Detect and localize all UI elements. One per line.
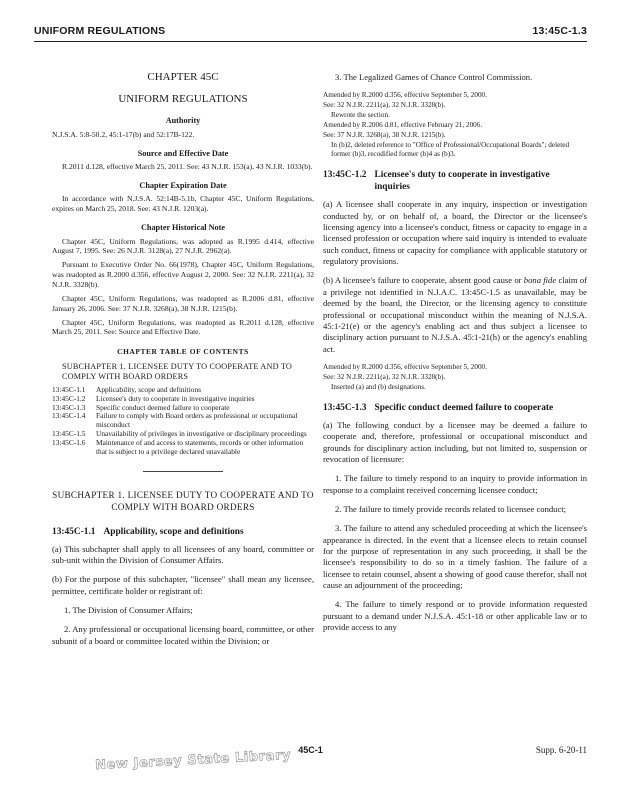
toc-subchapter: SUBCHAPTER 1. LICENSEE DUTY TO COOPERATE AND TO COMPLY WITH BOARD ORDERS (62, 361, 293, 382)
toc-item-number: 13:45C-1.5 (52, 429, 86, 439)
source-heading: Source and Effective Date (137, 148, 229, 158)
toc-item-title: Specific conduct deemed failure to cooperate (96, 402, 230, 412)
amendment-note (323, 363, 587, 392)
library-watermark: New Jersey State Library (94, 747, 292, 774)
right-column (323, 64, 587, 641)
section-title: Licensee's duty to cooperate in investigative inquiries (374, 170, 550, 193)
history-note: Chapter 45C, Uniform Regulations, was adopted as R.1995 d.414, effective August 7, 1995. See: 26 N.J.R. 3128(a), 27 N.J.R. 2962(a). (52, 236, 314, 256)
supplement-date: Supp. 6-20-11 (535, 745, 587, 755)
section-title: Applicability, scope and definitions (103, 526, 244, 537)
list-item: 4. The failure to timely respond or to provide information requested pursuant to a demand under N.J.S.A. 45:1-18 or other applicable law or to provide access to any (323, 599, 587, 633)
toc-item-number: 13:45C-1.1 (52, 384, 86, 394)
list-item: 3. The failure to attend any scheduled proceeding at which the licensee's appearance is directed. In the event that a licensee elects to retain counsel for the purpose of representation in any such proceeding, it shall be the licensee's responsibility to do so in a timely fashion. The failure of a licensee to retain counsel, absent a showing of good cause therefor, shall not cause an adjournment of the proceeding; (323, 523, 587, 591)
section-heading (52, 526, 314, 538)
amendment-line: Amended by R.2006 d.81, effective February 21, 2006. (323, 121, 483, 130)
table-of-contents (52, 386, 314, 457)
section-number: 13:45C-1.2 (323, 170, 367, 181)
running-header (34, 25, 587, 42)
amendment-line: See: 37 N.J.R. 3268(a), 38 N.J.R. 1215(b). (323, 131, 446, 140)
amendment-line: See: 32 N.J.R. 2211(a), 32 N.J.R. 3328(b). (323, 101, 446, 110)
paragraph: (a) A licensee shall cooperate in any inquiry, inspection or investigation conducted by, or on behalf of, a board, the Director or the licensee's licensing agency into a licensee's conduct, fitness or capacity to engage in a licensed profession or occupation where said inquiry is intended to evaluate such conduct, fitness or capacity for compliance with applicable statutory or regulatory provisions. (323, 199, 587, 267)
paragraph: (b) For the purpose of this subchapter, "licensee" shall mean any licensee, permittee, certificate holder or registrant of: (52, 574, 314, 596)
expiration-text: In accordance with N.J.S.A. 52:14B-5.1b, Chapter 45C, Uniform Regulations, expires on March 25, 2018. See: 43 N.J.R. 1203(a). (52, 194, 314, 214)
amendment-line: Inserted (a) and (b) designations. (331, 382, 426, 391)
section-number: 13:45C-1.3 (323, 402, 367, 413)
section-heading (323, 402, 587, 414)
toc-item-title: Failure to comply with Board orders as professional or occupational misconduct (96, 411, 298, 430)
toc-item-title: Licensee's duty to cooperate in investigative inquiries (96, 393, 255, 403)
toc-item-title: Maintenance of and access to statements, records or other information that is subject to a privilege declared unavailable (96, 438, 304, 456)
history-note: Chapter 45C, Uniform Regulations, was readopted as R.2011 d.128, effective March 25, 2011. See: Source and Effective Date. (52, 317, 314, 337)
section-divider (143, 471, 223, 472)
expiration-heading: Chapter Expiration Date (139, 180, 227, 190)
list-item: 2. The failure to timely provide records related to licensee conduct; (335, 503, 567, 514)
authority-text: N.J.S.A. 5:8-50.2, 45:1-17(b) and 52:17B-122. (52, 129, 195, 139)
section-number: 13:45C-1.1 (52, 526, 96, 537)
list-item: 1. The failure to timely respond to an inquiry to provide information in response to a complaint received concerning licensee conduct; (323, 473, 587, 495)
amendment-line: Amended by R.2000 d.356, effective September 5, 2000. (323, 91, 487, 100)
page-footer (34, 745, 587, 755)
amendment-line: Rewrote the section. (331, 111, 390, 120)
toc-item-number: 13:45C-1.6 (52, 438, 86, 448)
history-note: Pursuant to Executive Order No. 66(1978), Chapter 45C, Uniform Regulations, was readopted as R.2000 d.356, effective August 2, 2000. See: 32 N.J.R. 2211(a), 32 N.J.R. 3328(b). (52, 260, 314, 290)
left-column (52, 64, 314, 655)
amendment-note (323, 91, 587, 159)
list-item: 1. The Division of Consumer Affairs; (64, 605, 193, 616)
list-item: 2. Any professional or occupational licensing board, committee, or other subunit of a board or committee located within the Division; or (52, 624, 314, 646)
header-title: UNIFORM REGULATIONS (34, 25, 166, 37)
toc-item-title: Unavailability of privileges in investigative or disciplinary proceedings (96, 429, 307, 439)
paragraph: (a) This subchapter shall apply to all licensees of any board, committee or sub-unit within the Division of Consumer Affairs. (52, 543, 314, 566)
toc-item-number: 13:45C-1.2 (52, 393, 86, 403)
toc-item (52, 439, 314, 457)
paragraph-emphasis: bona fide (523, 275, 557, 286)
history-note: Chapter 45C, Uniform Regulations, was readopted as R.2006 d.81, effective January 26, 2006. See: 37 N.J.R. 3268(a), 38 N.J.R. 1215(b). (52, 293, 314, 313)
source-text: R.2011 d.128, effective March 25, 2011. See: 43 N.J.R. 153(a), 43 N.J.R. 1033(b). (62, 162, 313, 172)
paragraph-text: claim of a privilege not identified in N.J.A.C. 13:45C-1.5 as unavailable, may be deemed by the board, the Director, or the licensing agency to constitute professional or occupational misconduct within the meaning of N.J.S.A. 45:1-21(e) or the agency's enabling act and thus subject a licensee to disciplinary action pursuant to N.J.S.A. 45:1-21(h) or the agency's enabling act. (323, 275, 587, 354)
paragraph-text: (b) A licensee's failure to cooperate, absent good cause or (323, 275, 524, 286)
authority-heading: Authority (165, 116, 201, 126)
history-heading: Chapter Historical Note (141, 223, 225, 233)
section-title: Specific conduct deemed failure to cooperate (374, 402, 554, 413)
amendment-line: Amended by R.2000 d.356, effective September 5, 2000. (323, 362, 487, 371)
amendment-line: In (b)2, deleted reference to "Office of Professional/Occupational Boards"; deleted former (b)3, recodified former (b)4 as (b)3. (331, 141, 570, 159)
amendment-line: See: 32 N.J.R. 2211(a), 32 N.J.R. 3328(b). (323, 372, 446, 381)
subchapter-heading: SUBCHAPTER 1. LICENSEE DUTY TO COOPERATE AND TO COMPLY WITH BOARD ORDERS (52, 489, 314, 512)
toc-item (52, 412, 314, 430)
page-number: 45C-1 (298, 745, 323, 755)
section-heading (323, 169, 587, 193)
toc-item-number: 13:45C-1.4 (52, 411, 86, 421)
toc-item-number: 13:45C-1.3 (52, 402, 86, 412)
paragraph: (a) The following conduct by a licensee may be deemed a failure to cooperate and, therefore, professional or occupational misconduct and grounds for disciplinary action including, but not limited to, suspension or revocation of licensure: (323, 419, 587, 464)
toc-item-title: Applicability, scope and definitions (96, 384, 202, 394)
list-item: 3. The Legalized Games of Chance Control Commission. (335, 72, 533, 82)
paragraph (323, 275, 587, 354)
header-section: 13:45C-1.3 (532, 25, 587, 37)
chapter-number: CHAPTER 45C (147, 71, 219, 83)
chapter-title: UNIFORM REGULATIONS (118, 93, 248, 106)
toc-heading: CHAPTER TABLE OF CONTENTS (117, 347, 249, 357)
